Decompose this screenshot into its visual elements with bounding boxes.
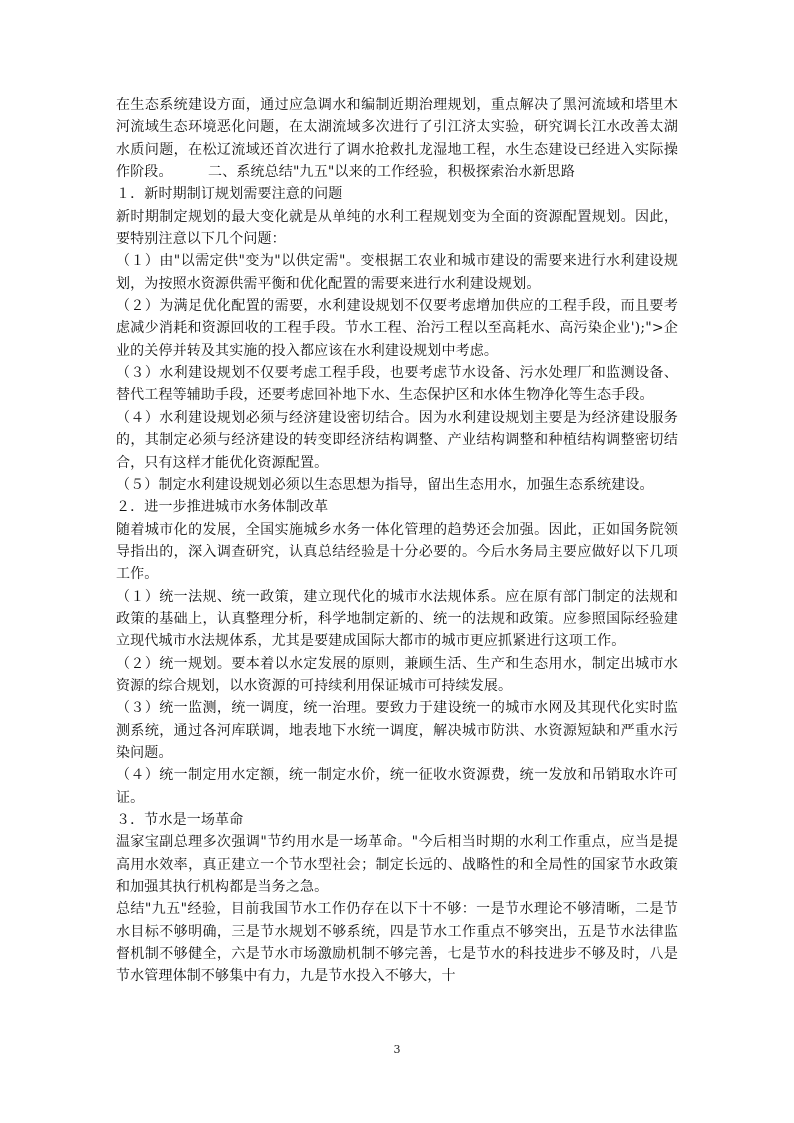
section-heading-3: ３．节水是一场革命 [116,812,244,828]
paragraph-planning-item-1: （１）由"以需定供"变为"以供定需"。变根据工农业和城市建设的需要来进行水利建设规划，为按照水资源供需平衡和优化配置的需要来进行水利建设规划。 [116,253,678,292]
paragraph-water-reform-item-3: （３）统一监测，统一调度，统一治理。要致力于建设统一的城市水网及其现代化实时监测系统，通过各河库联调，地表地下水统一调度，解决城市防洪、水资源短缺和严重水污染问题。 [116,700,678,761]
document-body [116,94,678,988]
paragraph-planning-item-5: （５）制定水利建设规划必须以生态思想为指导，留出生态用水，加强生态系统建设。 [116,476,654,493]
paragraph-planning-item-3: （３）水利建设规划不仅要考虑工程手段，也要考虑节水设备、污水处理厂和监测设备、替代工程等辅助手段，还要考虑回补地下水、生态保护区和水体生物净化等生态手段。 [116,365,678,404]
section-heading-2: ２．进一步推进城市水务体制改革 [116,499,329,516]
paragraph-ecosystem-construction: 在生态系统建设方面，通过应急调水和编制近期治理规划，重点解决了黑河流域和塔里木河流域生态环境恶化问题，在太湖流域多次进行了引江济太实验，研究调长江水改善太湖水质问题，在松辽流域还首次进行了调水抢救扎龙湿地工程，水生态建设已经进入实际操作阶段。 二、系统总结"九五"以来的工作经验，积极探索治水新思路 [116,97,678,181]
section-heading-1: １．新时期制订规划需要注意的问题 [116,186,343,203]
paragraph-water-reform-item-1: （１）统一法规、统一政策，建立现代化的城市水法规体系。应在原有部门制定的法规和政策的基础上，认真整理分析，科学地制定新的、统一的法规和政策。应参照国际经验建立现代城市水法规体系，尤其是要建成国际大都市的城市更应抓紧进行这项工作。 [116,588,678,650]
paragraph-planning-item-4: （４）水利建设规划必须与经济建设密切结合。因为水利建设规划主要是为经济建设服务的，其制定必须与经济建设的转变即经济结构调整、产业结构调整和种植结构调整密切结合，只有这样才能优化资源配置。 [116,409,678,471]
page-number: 3 [393,1043,401,1056]
paragraph-water-reform-item-2: （２）统一规划。要本着以水定发展的原则，兼顾生活、生产和生态用水，制定出城市水资源的综合规划，以水资源的可持续利用保证城市可持续发展。 [116,655,678,694]
paragraph-planning-intro: 新时期制定规划的最大变化就是从单纯的水利工程规划变为全面的资源配置规划。因此，要特别注意以下几个问题： [116,208,678,248]
paragraph-water-reform-intro: 随着城市化的发展，全国实施城乡水务一体化管理的趋势还会加强。因此，正如国务院领导指出的，深入调查研究，认真总结经验是十分必要的。今后水务局主要应做好以下几项工作。 [116,521,678,583]
paragraph-water-saving-quote: 温家宝副总理多次强调"节约用水是一场革命。"今后相当时期的水利工作重点，应当是提高用水效率，真正建立一个节水型社会；制定长远的、战略性的和全局性的国家节水政策和加强其执行机构都是当务之急。 [116,834,678,896]
paragraph-planning-item-2: （２）为满足优化配置的需要，水利建设规划不仅要考虑增加供应的工程手段，而且要考虑减少消耗和资源回收的工程手段。节水工程、治污工程以至高耗水、高污染企业');">企业的关停并转及其实施的投入都应该在水利建设规划中考虑。 [116,298,678,359]
paragraph-water-saving-summary: 总结"九五"经验，目前我国节水工作仍存在以下十不够：一是节水理论不够清晰，二是节水目标不够明确，三是节水规划不够系统，四是节水工作重点不够突出，五是节水法律监督机制不够健全，六是节水市场激励机制不够完善，七是节水的科技进步不够及时，八是节水管理体制不够集中有力，九是节水投入不够大，十 [116,901,678,985]
paragraph-water-reform-item-4: （４）统一制定用水定额，统一制定水价，统一征收水资源费，统一发放和吊销取水许可证。 [116,767,678,806]
